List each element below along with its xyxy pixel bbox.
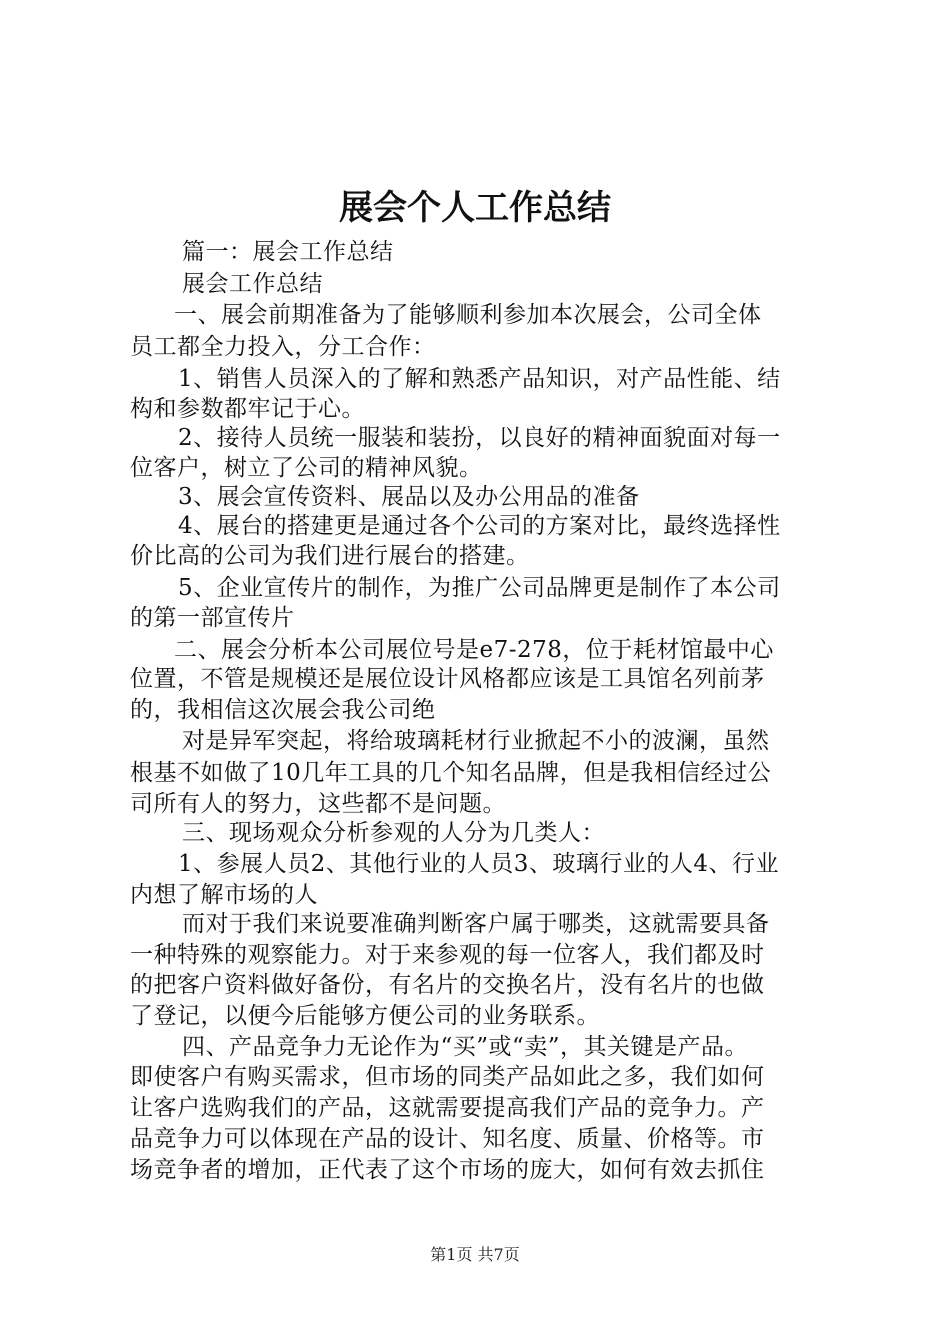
body-line: 即使客户有购买需求，但市场的同类产品如此之多，我们如何 (130, 1064, 765, 1090)
body-line: 3、展会宣传资料、展品以及办公用品的准备 (178, 484, 640, 510)
body-line: 场竞争者的增加，正代表了这个市场的庞大，如何有效去抓住 (130, 1157, 765, 1183)
body-line: 员工都全力投入，分工合作： (130, 334, 436, 360)
body-line: 而对于我们来说要准确判断客户属于哪类，这就需要具备 (182, 911, 770, 937)
body-line: 1、参展人员2、其他行业的人员3、玻璃行业的人4、行业 (178, 851, 780, 877)
body-line: 内想了解市场的人 (130, 882, 318, 908)
body-line: 1、销售人员深入的了解和熟悉产品知识，对产品性能、结 (178, 366, 781, 392)
body-line: 位客户，树立了公司的精神风貌。 (130, 455, 483, 481)
body-line: 司所有人的努力，这些都不是问题。 (130, 791, 506, 817)
document-title: 展会个人工作总结 (339, 188, 611, 228)
body-line: 一、展会前期准备为了能够顺利参加本次展会，公司全体 (174, 302, 762, 328)
body-line: 2、接待人员统一服装和装扮，以良好的精神面貌面对每一 (178, 425, 781, 451)
body-line: 4、展台的搭建更是通过各个公司的方案对比，最终选择性 (178, 513, 781, 539)
body-line: 对是异军突起，将给玻璃耗材行业掀起不小的波澜，虽然 (182, 728, 770, 754)
body-line: 的把客户资料做好备份，有名片的交换名片，没有名片的也做 (130, 972, 765, 998)
body-line: 位置，不管是规模还是展位设计风格都应该是工具馆名列前茅 (130, 666, 765, 692)
body-line: 5、企业宣传片的制作，为推广公司品牌更是制作了本公司 (178, 575, 781, 601)
body-line: 四、产品竞争力无论作为“买”或“卖”，其关键是产品。 (182, 1034, 749, 1060)
body-line: 篇一：展会工作总结 (182, 239, 394, 265)
body-line: 了登记，以便今后能够方便公司的业务联系。 (130, 1003, 600, 1029)
body-line: 让客户选购我们的产品，这就需要提高我们产品的竞争力。产 (130, 1095, 765, 1121)
body-line: 二、展会分析本公司展位号是e7-278，位于耗材馆最中心 (174, 637, 774, 663)
body-line: 三、现场观众分析参观的人分为几类人： (182, 820, 605, 846)
body-line: 展会工作总结 (182, 271, 323, 297)
body-line: 构和参数都牢记于心。 (130, 396, 365, 422)
body-line: 价比高的公司为我们进行展台的搭建。 (130, 543, 530, 569)
body-line: 根基不如做了10几年工具的几个知名品牌，但是我相信经过公 (130, 760, 772, 786)
body-line: 品竞争力可以体现在产品的设计、知名度、质量、价格等。市 (130, 1126, 765, 1152)
page-number-footer: 第1页 共7页 (430, 1245, 520, 1264)
body-line: 的第一部宣传片 (130, 605, 295, 631)
body-line: 一种特殊的观察能力。对于来参观的每一位客人，我们都及时 (130, 942, 765, 968)
body-line: 的，我相信这次展会我公司绝 (130, 697, 436, 723)
